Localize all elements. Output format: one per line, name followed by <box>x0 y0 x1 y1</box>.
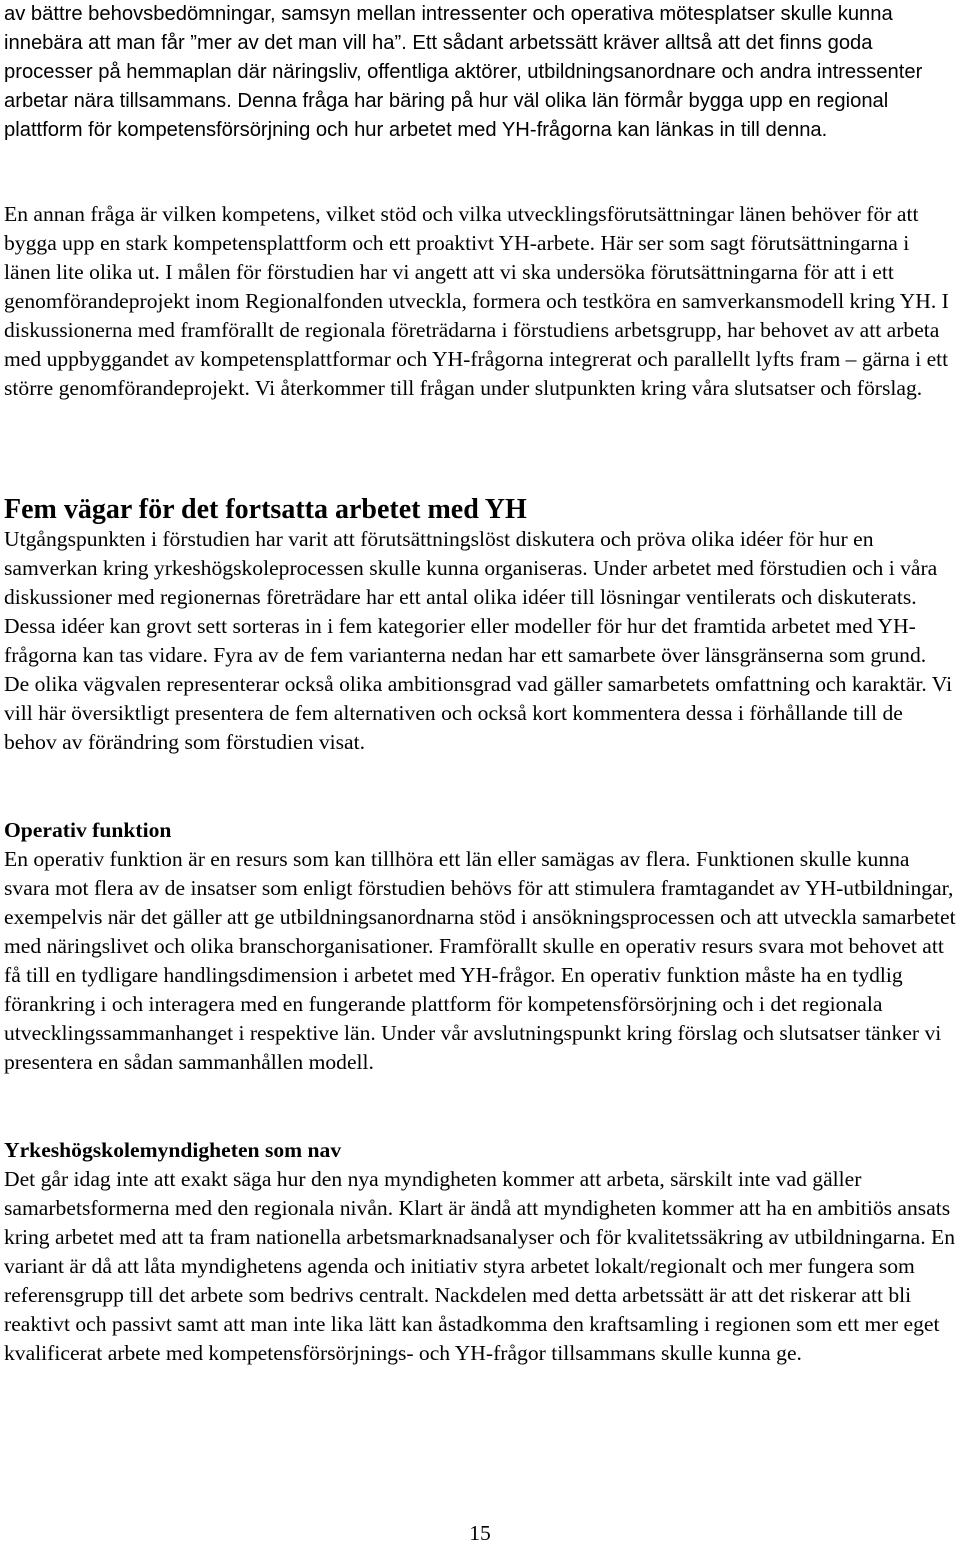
subsection-paragraph: Det går idag inte att exakt säga hur den nya myndigheten kommer att arbeta, särskilt inte vad gäller samarbetsformerna med den regionala nivån. Klart är ändå att myndigheten kommer att ha en ambitiös ansats kring arbetet med att ta fram nationella arbetsmarknadsanalyser och för kvalitetssäkring av utbildningarna. En variant är då att låta myndighetens agenda och initiativ styra arbetet lokalt/regionalt och mer fungera som referensgrupp till det arbete som bedrivs centralt. Nackdelen med detta arbetssätt är att det riskerar att bli reaktivt och passivt samt att man inte lika lätt kan åstadkomma den kraftsamling i regionen som ett mer eget kvalificerat arbete med kompetensförsörjnings- och YH-frågor tillsammans skulle kunna ge. <box>4 1167 955 1365</box>
intro-paragraph: av bättre behovsbedömningar, samsyn mellan intressenter och operativa mötesplatser skulle kunna innebära att man får ”mer av det man vill ha”. Ett sådant arbetssätt kräver alltså att det finns goda processer på hemmaplan där näringsliv, offentliga aktörer, utbildningsanordnare och andra intressenter arbetar nära tillsammans. Denna fråga har bäring på hur väl olika län förmår bygga upp en regional plattform för kompetensförsörjning och hur arbetet med YH-frågorna kan länkas in till denna. <box>4 3 923 141</box>
body-paragraph-section-intro: Utgångspunkten i förstudien har varit att förutsättningslöst diskutera och pröva olika idéer för hur en samverkan kring yrkeshögskoleprocessen skulle kunna organiseras. Under arbetet med förstudien och i våra diskussioner med regionernas företrädare har ett antal olika idéer till lösningar ventilerats och diskuterats. Dessa idéer kan grovt sett sorteras in i fem kategorier eller modeller för hur det framtida arbetet med YH-frågorna kan tas vidare. Fyra av de fem varianterna nedan har ett samarbete över länsgränserna som grund. De olika vägvalen representerar också olika ambitionsgrad vad gäller samarbetets omfattning och karaktär. Vi vill här översiktligt presentera de fem alternativen och också kort kommentera dessa i förhållande till de behov av förändring som förstudien visat. <box>4 527 953 754</box>
subsection-operativ-funktion <box>4 816 956 1077</box>
body-paragraph-kompetens: En annan fråga är vilken kompetens, vilket stöd och vilka utvecklingsförutsättningar länen behöver för att bygga upp en stark kompetensplattform och ett proaktivt YH-arbete. Här ser som sagt förutsättningarna i länen lite olika ut. I målen för förstudien har vi angett att vi ska undersöka förutsättningarna för att i ett genomförandeprojekt inom Regionalfonden utveckla, formera och testköra en samverkansmodell kring YH. I diskussionerna med framförallt de regionala företrädarna i förstudiens arbetsgrupp, har behovet av att arbeta med uppbyggandet av kompetensplattformar och YH-frågorna integrerat och parallellt lyfts fram – gärna i ett större genomförandeprojekt. Vi återkommer till frågan under slutpunkten kring våra slutsatser och förslag. <box>4 202 949 400</box>
subsection-heading: Operativ funktion <box>4 818 172 842</box>
page-number: 15 <box>469 1521 491 1545</box>
subsection-paragraph: En operativ funktion är en resurs som kan tillhöra ett län eller samägas av flera. Funktionen skulle kunna svara mot flera av de insatser som enligt förstudien behövs för att stimulera framtagandet av YH-utbildningar, exempelvis när det gäller att ge utbildningsanordnarna stöd i ansökningsprocessen och att utveckla samarbetet med näringslivet och olika branschorganisationer. Framförallt skulle en operativ resurs svara mot behovet att få till en tydligare handlingsdimension i arbetet med YH-frågor. En operativ funktion måste ha en tydlig förankring i och interagera med en fungerande plattform för kompetensförsörjning och i det regionala utvecklingssammanhanget i respektive län. Under vår avslutningspunkt kring förslag och slutsatser tänker vi presentera en sådan sammanhållen modell. <box>4 847 956 1074</box>
section-heading: Fem vägar för det fortsatta arbetet med YH <box>4 494 527 525</box>
subsection-yrkeshogskolemyndigheten <box>4 1136 956 1368</box>
subsection-heading: Yrkeshögskolemyndigheten som nav <box>4 1138 342 1162</box>
